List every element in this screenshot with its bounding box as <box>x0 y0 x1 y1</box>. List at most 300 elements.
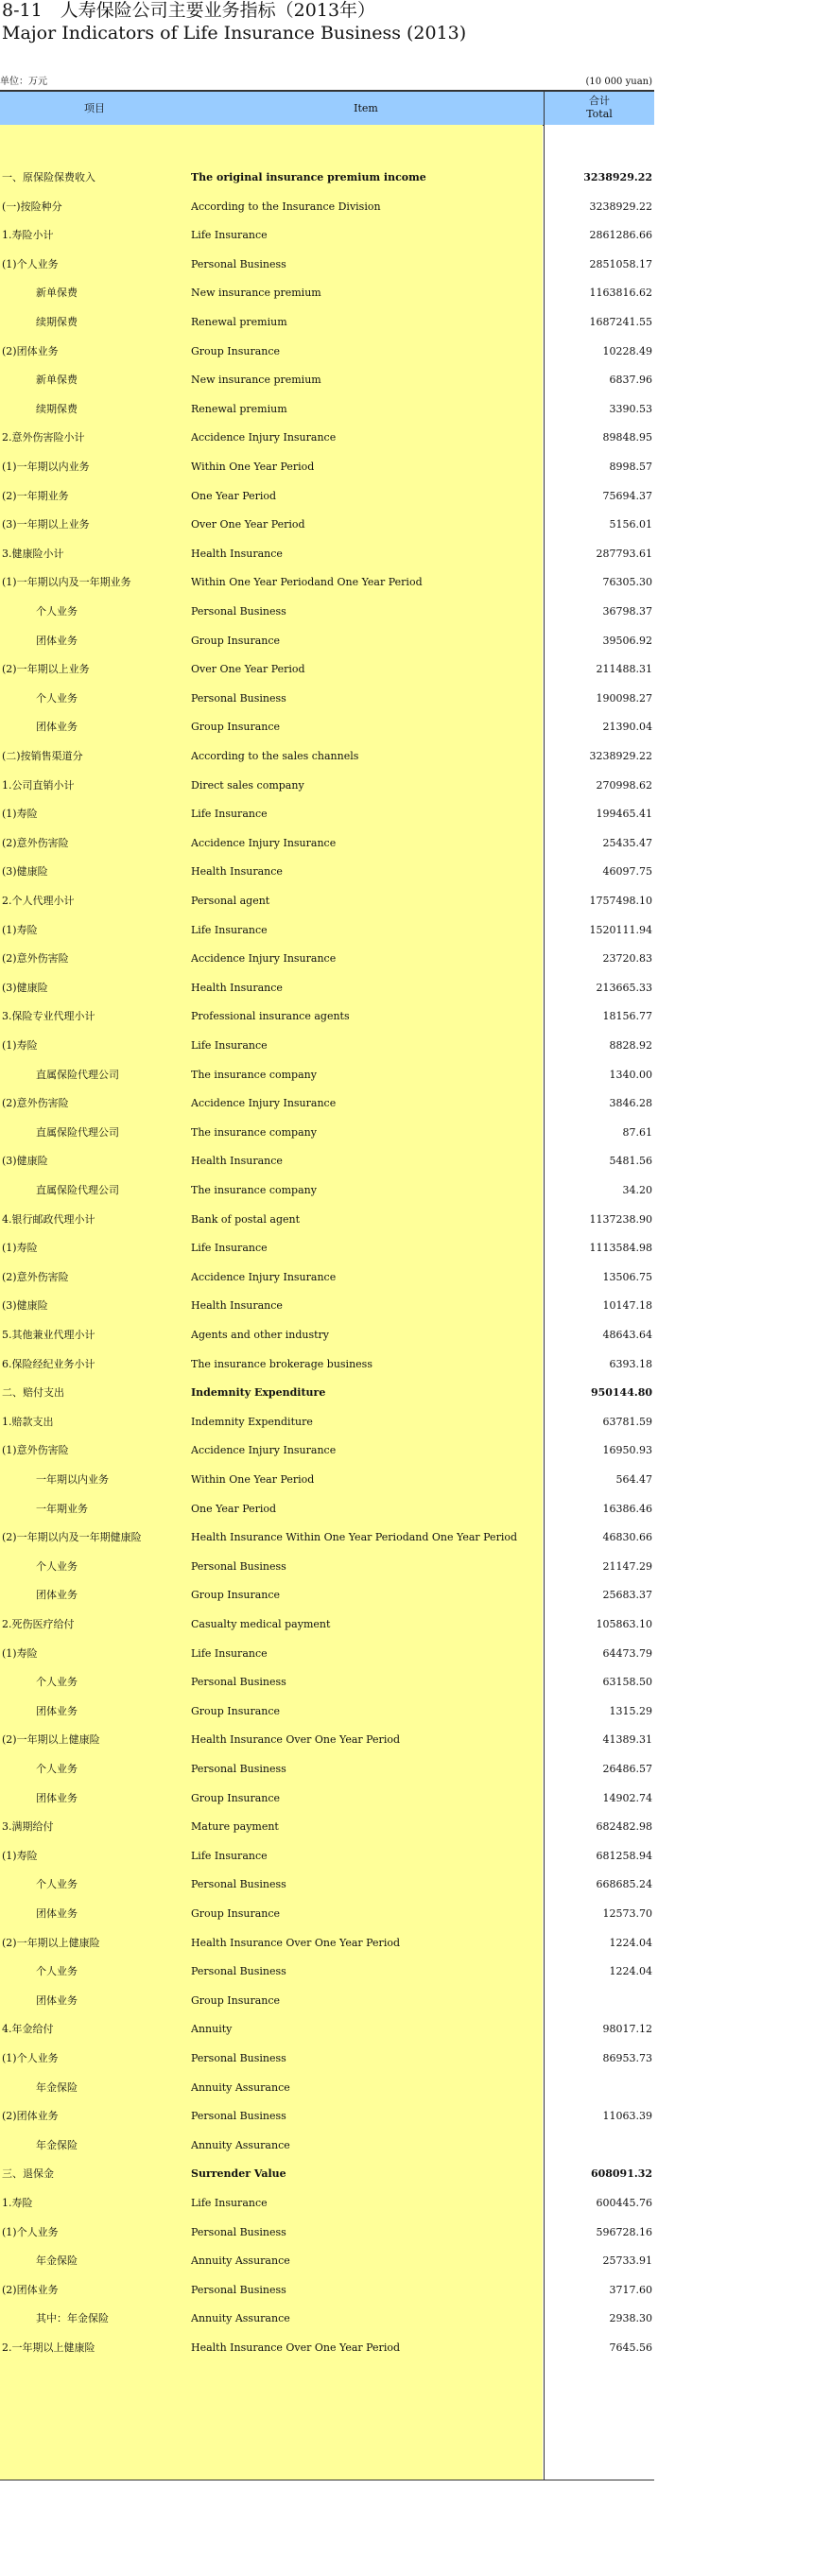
table-row <box>0 255 654 274</box>
row-item-cn: 2.个人代理小计 <box>2 895 75 907</box>
row-item-cn: 个人业务 <box>36 605 78 618</box>
row-total-value: 6393.18 <box>609 1357 652 1370</box>
row-item-cn: 5.其他兼业代理小计 <box>2 1329 95 1341</box>
table-row <box>0 1558 654 1576</box>
row-item-en: Health Insurance <box>191 865 283 879</box>
row-total-value: 1137238.90 <box>589 1212 652 1226</box>
row-item-cn: (二)按销售渠道分 <box>2 750 83 762</box>
row-item-cn: (3)一年期以上业务 <box>2 518 90 531</box>
table-row <box>0 747 654 766</box>
row-item-en: Personal Business <box>191 2283 286 2296</box>
table-row <box>0 1036 654 1055</box>
row-item-en: Accidence Injury Insurance <box>191 952 337 966</box>
row-total-value: 1687241.55 <box>589 316 652 328</box>
row-item-en: Health Insurance <box>191 981 283 994</box>
table-row <box>0 515 654 534</box>
row-item-en: Accidence Injury Insurance <box>191 1097 337 1110</box>
row-total-value: 596728.16 <box>596 2225 652 2238</box>
unit-row <box>0 76 654 89</box>
row-item-cn: (2)团体业务 <box>2 344 59 357</box>
row-item-cn: 年金保险 <box>36 2080 78 2094</box>
row-item-en: Group Insurance <box>191 1791 281 1804</box>
row-item-en: Life Insurance <box>191 923 268 936</box>
row-item-en: The insurance company <box>191 1184 317 1196</box>
row-item-cn: (3)健康险 <box>2 981 48 994</box>
table-row <box>0 313 654 332</box>
table-row <box>0 1210 654 1229</box>
table-row <box>0 2309 654 2328</box>
table-row <box>0 2339 654 2358</box>
row-item-cn: (1)寿险 <box>2 1039 38 1052</box>
row-total-value: 7645.56 <box>609 2341 652 2354</box>
table-row <box>0 1268 654 1287</box>
row-item-en: Renewal premium <box>191 402 287 415</box>
row-item-cn: 6.保险经纪业务小计 <box>2 1357 95 1370</box>
row-total-value: 25733.91 <box>602 2254 652 2268</box>
row-item-en: Health Insurance Over One Year Period <box>191 2341 400 2354</box>
row-item-cn: 1.赔款支出 <box>2 1415 54 1428</box>
row-item-cn: 续期保费 <box>36 402 78 415</box>
row-item-en: Personal Business <box>191 1878 286 1891</box>
table-row <box>0 1992 654 2010</box>
table-row <box>0 1818 654 1836</box>
row-item-cn: (1)一年期以内业务 <box>2 461 90 473</box>
row-item-en: Renewal premium <box>191 316 287 328</box>
row-item-en: The insurance company <box>191 1068 317 1081</box>
row-item-cn: (1)个人业务 <box>2 257 59 270</box>
table-row <box>0 1760 654 1779</box>
row-total-value: 600445.76 <box>596 2197 652 2209</box>
row-item-cn: (1)意外伤害险 <box>2 1444 69 1457</box>
row-item-cn: (1)寿险 <box>2 808 38 821</box>
row-item-en: The original insurance premium income <box>191 171 426 183</box>
row-item-cn: 团体业务 <box>36 1791 78 1804</box>
page-title-cn: 8-11 人寿保险公司主要业务指标（2013年） <box>2 0 376 21</box>
table-row <box>0 1702 654 1721</box>
row-total-value: 1224.04 <box>609 1936 652 1949</box>
row-item-en: Annuity Assurance <box>191 2080 290 2094</box>
row-total-value: 199465.41 <box>596 808 652 821</box>
row-total-value: 1113584.98 <box>589 1242 652 1255</box>
row-item-en: Life Insurance <box>191 1849 268 1862</box>
row-total-value: 564.47 <box>615 1473 652 1486</box>
row-item-en: Mature payment <box>191 1820 279 1834</box>
row-item-en: Life Insurance <box>191 229 268 242</box>
row-total-value: 14902.74 <box>602 1791 652 1804</box>
table-row <box>0 168 654 187</box>
row-total-value: 682482.98 <box>596 1820 652 1834</box>
row-total-value: 16950.93 <box>602 1444 652 1457</box>
row-item-cn: 一年期以内业务 <box>36 1473 109 1486</box>
row-item-en: Health Insurance Within One Year Periodand One Year Period <box>191 1531 518 1544</box>
table-row <box>0 602 654 621</box>
row-total-value: 3390.53 <box>609 402 652 415</box>
header-item-cn: 项目 <box>84 102 105 114</box>
table-row <box>0 921 654 940</box>
table-row <box>0 805 654 824</box>
row-item-en: Over One Year Period <box>191 518 305 531</box>
row-item-en: According to the Insurance Division <box>191 200 381 213</box>
row-item-en: Within One Year Period <box>191 1473 315 1486</box>
table-row <box>0 487 654 506</box>
row-item-en: Bank of postal agent <box>191 1212 300 1226</box>
header-item-en: Item <box>354 102 378 114</box>
row-item-cn: (1)个人业务 <box>2 2052 59 2064</box>
row-item-cn: 新单保费 <box>36 374 78 387</box>
row-total-value: 11063.39 <box>602 2110 652 2123</box>
row-total-value: 64473.79 <box>602 1646 652 1660</box>
row-item-en: Over One Year Period <box>191 663 305 676</box>
row-item-cn: (2)团体业务 <box>2 2110 59 2123</box>
row-item-cn: 个人业务 <box>36 1676 78 1689</box>
row-item-cn: 团体业务 <box>36 1589 78 1602</box>
row-total-value: 8998.57 <box>609 461 652 473</box>
row-total-value: 668685.24 <box>596 1878 652 1891</box>
row-total-value: 270998.62 <box>596 778 652 792</box>
table-row <box>0 1297 654 1315</box>
table-row <box>0 834 654 853</box>
row-item-cn: 4.银行邮政代理小计 <box>2 1212 95 1226</box>
row-total-value: 1163816.62 <box>589 287 652 300</box>
row-total-value: 86953.73 <box>602 2052 652 2064</box>
row-total-value: 608091.32 <box>590 2167 652 2181</box>
row-item-cn: (1)寿险 <box>2 1242 38 1255</box>
row-item-en: Health Insurance <box>191 547 283 560</box>
row-item-en: Group Insurance <box>191 1589 281 1602</box>
row-total-value: 1224.04 <box>609 1965 652 1978</box>
table-row <box>0 892 654 911</box>
row-item-en: Personal Business <box>191 2225 286 2238</box>
row-total-value: 8828.92 <box>609 1039 652 1052</box>
row-item-cn: 2.意外伤害险小计 <box>2 431 85 444</box>
row-total-value: 105863.10 <box>596 1618 652 1630</box>
row-item-cn: 续期保费 <box>36 316 78 328</box>
row-item-cn: 年金保险 <box>36 2138 78 2151</box>
row-item-en: Group Insurance <box>191 1704 281 1717</box>
row-item-en: Group Insurance <box>191 1907 281 1920</box>
row-item-cn: 团体业务 <box>36 1993 78 2007</box>
table-row <box>0 400 654 419</box>
table-row <box>0 573 654 592</box>
row-item-en: Personal Business <box>191 257 286 270</box>
header-total <box>544 92 654 125</box>
table-row <box>0 2194 654 2213</box>
row-item-en: Professional insurance agents <box>191 1010 350 1023</box>
row-item-en: Annuity Assurance <box>191 2312 290 2325</box>
row-total-value: 1340.00 <box>609 1068 652 1081</box>
row-item-en: Within One Year Periodand One Year Period <box>191 576 423 589</box>
row-item-en: Within One Year Period <box>191 461 315 473</box>
row-item-cn: 个人业务 <box>36 1559 78 1573</box>
table-row <box>0 198 654 217</box>
table-row <box>0 1934 654 1953</box>
table-row <box>0 660 654 679</box>
row-item-cn: 1.公司直销小计 <box>2 778 75 792</box>
row-total-value: 63781.59 <box>602 1415 652 1428</box>
row-item-cn: (2)一年期以上健康险 <box>2 1936 100 1949</box>
row-item-cn: 个人业务 <box>36 1878 78 1891</box>
table-row <box>0 2165 654 2184</box>
row-total-value: 39506.92 <box>602 634 652 647</box>
row-total-value: 2851058.17 <box>589 257 652 270</box>
row-total-value: 46097.75 <box>602 865 652 879</box>
table-row <box>0 284 654 303</box>
table-row <box>0 1528 654 1547</box>
row-total-value: 3846.28 <box>609 1097 652 1110</box>
table-row <box>0 226 654 245</box>
table-row <box>0 1615 654 1634</box>
row-total-value: 21390.04 <box>602 721 652 734</box>
row-item-en: Personal Business <box>191 2052 286 2064</box>
row-total-value: 23720.83 <box>602 952 652 966</box>
row-total-value: 26486.57 <box>602 1763 652 1775</box>
row-item-cn: 1.寿险 <box>2 2197 33 2209</box>
table-row <box>0 2079 654 2097</box>
header-total-en: Total <box>586 108 613 120</box>
row-item-en: Accidence Injury Insurance <box>191 431 337 444</box>
indicators-table <box>0 90 654 2482</box>
row-item-en: Annuity <box>191 2023 233 2036</box>
page-title-en: Major Indicators of Life Insurance Business (2013) <box>2 23 467 44</box>
row-total-value: 3238929.22 <box>589 200 652 213</box>
row-item-cn: (1)个人业务 <box>2 2225 59 2238</box>
row-total-value: 36798.37 <box>602 605 652 618</box>
row-item-en: Personal Business <box>191 1676 286 1689</box>
row-item-en: Group Insurance <box>191 344 281 357</box>
table-row <box>0 545 654 564</box>
table-row <box>0 1875 654 1894</box>
row-total-value: 12573.70 <box>602 1907 652 1920</box>
row-item-en: Group Insurance <box>191 634 281 647</box>
row-total-value: 10147.18 <box>602 1299 652 1313</box>
row-item-cn: (2)一年期以上健康险 <box>2 1733 100 1747</box>
row-total-value: 21147.29 <box>602 1559 652 1573</box>
row-item-cn: 团体业务 <box>36 1907 78 1920</box>
table-row <box>0 371 654 390</box>
table-row <box>0 979 654 998</box>
table-row <box>0 1123 654 1142</box>
row-item-cn: 3.保险专业代理小计 <box>2 1010 95 1023</box>
row-total-value: 3238929.22 <box>589 750 652 762</box>
row-total-value: 76305.30 <box>602 576 652 589</box>
row-total-value: 287793.61 <box>596 547 652 560</box>
table-row <box>0 458 654 477</box>
row-item-en: Annuity Assurance <box>191 2254 290 2268</box>
table-row <box>0 2020 654 2039</box>
table-row <box>0 1731 654 1749</box>
table-header <box>0 90 654 126</box>
table-row <box>0 1239 654 1258</box>
table-row <box>0 1847 654 1866</box>
row-item-en: Accidence Injury Insurance <box>191 1444 337 1457</box>
table-row <box>0 428 654 447</box>
row-item-cn: (1)寿险 <box>2 1849 38 1862</box>
row-total-value: 25435.47 <box>602 836 652 849</box>
row-item-cn: (3)健康险 <box>2 865 48 879</box>
table-row <box>0 1586 654 1605</box>
row-item-cn: 新单保费 <box>36 287 78 300</box>
table-row <box>0 1152 654 1171</box>
table-row <box>0 2223 654 2242</box>
row-total-value: 1520111.94 <box>589 923 652 936</box>
table-row <box>0 1066 654 1085</box>
row-item-en: New insurance premium <box>191 374 321 387</box>
row-item-en: Accidence Injury Insurance <box>191 836 337 849</box>
row-item-cn: (2)一年期业务 <box>2 489 69 502</box>
row-total-value: 190098.27 <box>596 691 652 705</box>
row-item-cn: 个人业务 <box>36 691 78 705</box>
row-item-cn: 直属保险代理公司 <box>36 1068 119 1081</box>
row-item-en: The insurance company <box>191 1125 317 1139</box>
table-row <box>0 1962 654 1981</box>
row-total-value: 13506.75 <box>602 1270 652 1283</box>
row-total-value: 48643.64 <box>602 1329 652 1341</box>
table-row <box>0 1326 654 1345</box>
row-total-value: 6837.96 <box>609 374 652 387</box>
row-item-cn: 2.一年期以上健康险 <box>2 2341 95 2354</box>
row-total-value: 41389.31 <box>602 1733 652 1747</box>
row-total-value: 1315.29 <box>609 1704 652 1717</box>
row-item-cn: 1.寿险小计 <box>2 229 54 242</box>
row-item-cn: (一)按险种分 <box>2 200 62 213</box>
unit-label-cn: 单位：万元 <box>0 77 47 87</box>
row-item-cn: (3)健康险 <box>2 1155 48 1168</box>
table-row <box>0 1645 654 1663</box>
row-item-en: According to the sales channels <box>191 750 359 762</box>
table-row <box>0 1413 654 1432</box>
row-total-value: 213665.33 <box>596 981 652 994</box>
row-item-en: One Year Period <box>191 1502 277 1515</box>
table-row <box>0 2107 654 2126</box>
row-item-cn: (1)寿险 <box>2 923 38 936</box>
row-total-value: 34.20 <box>622 1184 652 1196</box>
row-item-cn: 2.死伤医疗给付 <box>2 1618 75 1630</box>
row-item-en: The insurance brokerage business <box>191 1357 372 1370</box>
row-item-cn: 个人业务 <box>36 1965 78 1978</box>
row-total-value: 5481.56 <box>609 1155 652 1168</box>
row-item-cn: 团体业务 <box>36 634 78 647</box>
table-row <box>0 2136 654 2155</box>
table-row <box>0 1789 654 1808</box>
row-item-en: Health Insurance <box>191 1155 283 1168</box>
row-item-cn: 三、退保金 <box>2 2167 54 2181</box>
table-row <box>0 718 654 737</box>
table-row <box>0 1471 654 1489</box>
table-row <box>0 1384 654 1402</box>
row-item-en: Personal Business <box>191 691 286 705</box>
row-item-en: Health Insurance <box>191 1299 283 1313</box>
row-total-value: 10228.49 <box>602 344 652 357</box>
row-item-cn: (2)一年期以内及一年期健康险 <box>2 1531 142 1544</box>
row-item-en: Agents and other industry <box>191 1329 329 1341</box>
unit-label-en: (10 000 yuan) <box>585 77 652 87</box>
table-row <box>0 1441 654 1460</box>
row-total-value: 3238929.22 <box>583 171 652 183</box>
row-total-value: 1757498.10 <box>589 895 652 907</box>
row-item-cn: 个人业务 <box>36 1763 78 1775</box>
table-row <box>0 1181 654 1200</box>
row-item-cn: 3.健康险小计 <box>2 547 64 560</box>
row-item-en: Group Insurance <box>191 1993 281 2007</box>
row-item-cn: 团体业务 <box>36 721 78 734</box>
table-row <box>0 2049 654 2068</box>
row-total-value: 25683.37 <box>602 1589 652 1602</box>
row-total-value: 18156.77 <box>602 1010 652 1023</box>
row-item-en: Personal Business <box>191 1965 286 1978</box>
row-item-cn: (2)意外伤害险 <box>2 836 69 849</box>
row-total-value: 16386.46 <box>602 1502 652 1515</box>
row-item-cn: (1)一年期以内及一年期业务 <box>2 576 131 589</box>
row-item-en: Casualty medical payment <box>191 1618 331 1630</box>
row-item-en: Personal agent <box>191 895 270 907</box>
row-total-value: 681258.94 <box>596 1849 652 1862</box>
row-item-en: Life Insurance <box>191 1646 268 1660</box>
table-row <box>0 862 654 881</box>
row-total-value: 89848.95 <box>602 431 652 444</box>
row-item-cn: (2)意外伤害险 <box>2 1097 69 1110</box>
row-total-value: 63158.50 <box>602 1676 652 1689</box>
row-total-value: 98017.12 <box>602 2023 652 2036</box>
table-row <box>0 2281 654 2300</box>
row-item-cn: (2)意外伤害险 <box>2 952 69 966</box>
table-row <box>0 1500 654 1519</box>
row-item-en: Life Insurance <box>191 2197 268 2209</box>
row-item-cn: 年金保险 <box>36 2254 78 2268</box>
row-total-value: 75694.37 <box>602 489 652 502</box>
row-item-en: Indemnity Expenditure <box>191 1415 313 1428</box>
row-item-en: Surrender Value <box>191 2167 286 2181</box>
row-item-en: Personal Business <box>191 605 286 618</box>
row-item-en: Accidence Injury Insurance <box>191 1270 337 1283</box>
row-item-en: Personal Business <box>191 1559 286 1573</box>
row-item-cn: (2)团体业务 <box>2 2283 59 2296</box>
row-item-cn: 4.年金给付 <box>2 2023 54 2036</box>
row-item-cn: 其中：年金保险 <box>36 2312 109 2325</box>
row-total-value: 46830.66 <box>602 1531 652 1544</box>
row-item-cn: 直属保险代理公司 <box>36 1125 119 1139</box>
table-row <box>0 1094 654 1113</box>
table-row <box>0 632 654 651</box>
row-total-value: 950144.80 <box>590 1386 652 1400</box>
table-row <box>0 1007 654 1026</box>
row-total-value: 2938.30 <box>609 2312 652 2325</box>
table-row <box>0 1673 654 1692</box>
row-item-en: Annuity Assurance <box>191 2138 290 2151</box>
row-item-en: Personal Business <box>191 1763 286 1775</box>
table-row <box>0 1905 654 1923</box>
row-item-cn: 一、原保险保费收入 <box>2 171 95 183</box>
row-item-en: New insurance premium <box>191 287 321 300</box>
row-item-cn: 一年期业务 <box>36 1502 88 1515</box>
row-item-cn: 二、赔付支出 <box>2 1386 64 1400</box>
row-item-en: Direct sales company <box>191 778 304 792</box>
row-item-cn: 3.满期给付 <box>2 1820 54 1834</box>
row-total-value: 87.61 <box>622 1125 652 1139</box>
row-item-cn: (3)健康险 <box>2 1299 48 1313</box>
row-item-cn: (2)意外伤害险 <box>2 1270 69 1283</box>
row-total-value: 3717.60 <box>609 2283 652 2296</box>
table-row <box>0 1355 654 1374</box>
row-total-value: 211488.31 <box>596 663 652 676</box>
header-total-cn: 合计 <box>589 95 610 107</box>
row-item-en: Personal Business <box>191 2110 286 2123</box>
row-item-cn: (2)一年期以上业务 <box>2 663 90 676</box>
table-row <box>0 342 654 361</box>
row-item-en: Indemnity Expenditure <box>191 1386 326 1400</box>
row-item-en: Life Insurance <box>191 1039 268 1052</box>
row-total-value: 5156.01 <box>609 518 652 531</box>
table-row <box>0 2252 654 2271</box>
